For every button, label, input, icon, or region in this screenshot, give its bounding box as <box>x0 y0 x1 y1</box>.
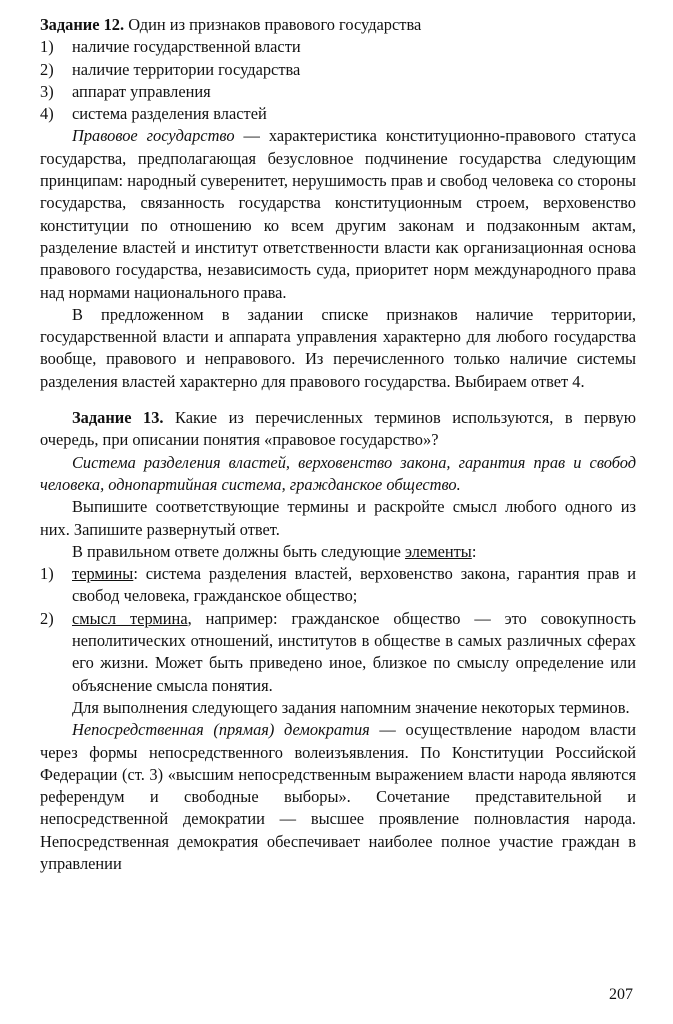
option: 1) наличие государственной власти <box>40 37 301 57</box>
answer-item: 2) смысл термина, например: гражданское общество — это совокупность неполитических отношений, институтов в обществе в самых различных сферах его жизни. Может быть приведено иное, близкое по смыслу определение или объяснение смысла понятия. <box>40 608 636 695</box>
task13-title: Задание 13. Какие из перечисленных терминов используются, в первую очередь, при описании понятия «правовое государство»? <box>40 408 636 450</box>
task13-instruction: Выпишите соответствующие термины и раскройте смысл любого одного из них. Запишите развернутый ответ. <box>40 497 636 539</box>
option: 2) наличие территории государства <box>40 59 301 79</box>
option: 4) система разделения властей <box>40 104 267 124</box>
answer-intro: В правильном ответе должны быть следующие элементы: <box>72 541 477 561</box>
task13-terms: Система разделения властей, верховенство закона, гарантия прав и свобод человека, однопартийная система, гражданское общество. <box>40 452 636 494</box>
answer-item: 1) термины: система разделения властей, верховенство закона, гарантия прав и свобод человека, гражданское общество; <box>40 564 636 606</box>
page-number: 207 <box>609 986 633 1003</box>
page-content <box>40 14 636 875</box>
task12-title: Задание 12. Один из признаков правового государства <box>40 15 422 34</box>
definition-paragraph: Правовое государство — характеристика конституционно-правового статуса государства, предполагающая безусловное подчинение государства следующим принципам: народный суверенитет, нерушимость прав и свобод человека со стороны государства, связанность государства конституционным строем, верховенство конституции по отношению ко всем другим законам и подзаконным актам, разделение властей и институт ответственности власти как организационная основа правового государства, независимость суда, приоритет норм международного права над нормами национального права. <box>40 126 636 302</box>
next-intro: Для выполнения следующего задания напомним значение некоторых терминов. <box>72 697 630 717</box>
option: 3) аппарат управления <box>40 81 211 101</box>
task12-options <box>40 36 636 125</box>
explanation-paragraph: В предложенном в задании списке признаков наличие территории, государственной власти и аппарата управления характерно для любого государства вообще, правового и неправового. Из перечисленного только наличие системы разделения властей характерно для правового государства. Выбираем ответ 4. <box>40 304 636 391</box>
direct-democracy-paragraph: Непосредственная (прямая) демократия — осуществление народом власти через формы непосредственного волеизъявления. По Конституции Российской Федерации (ст. 3) «высшим непосредственным выражением власти народа являются референдум и свободные выборы». Сочетание представительной и непосредственной демократии — высшее проявление полновластия народа. Непосредственная демократия обеспечивает наиболее полное участие граждан в управлении <box>40 720 636 873</box>
